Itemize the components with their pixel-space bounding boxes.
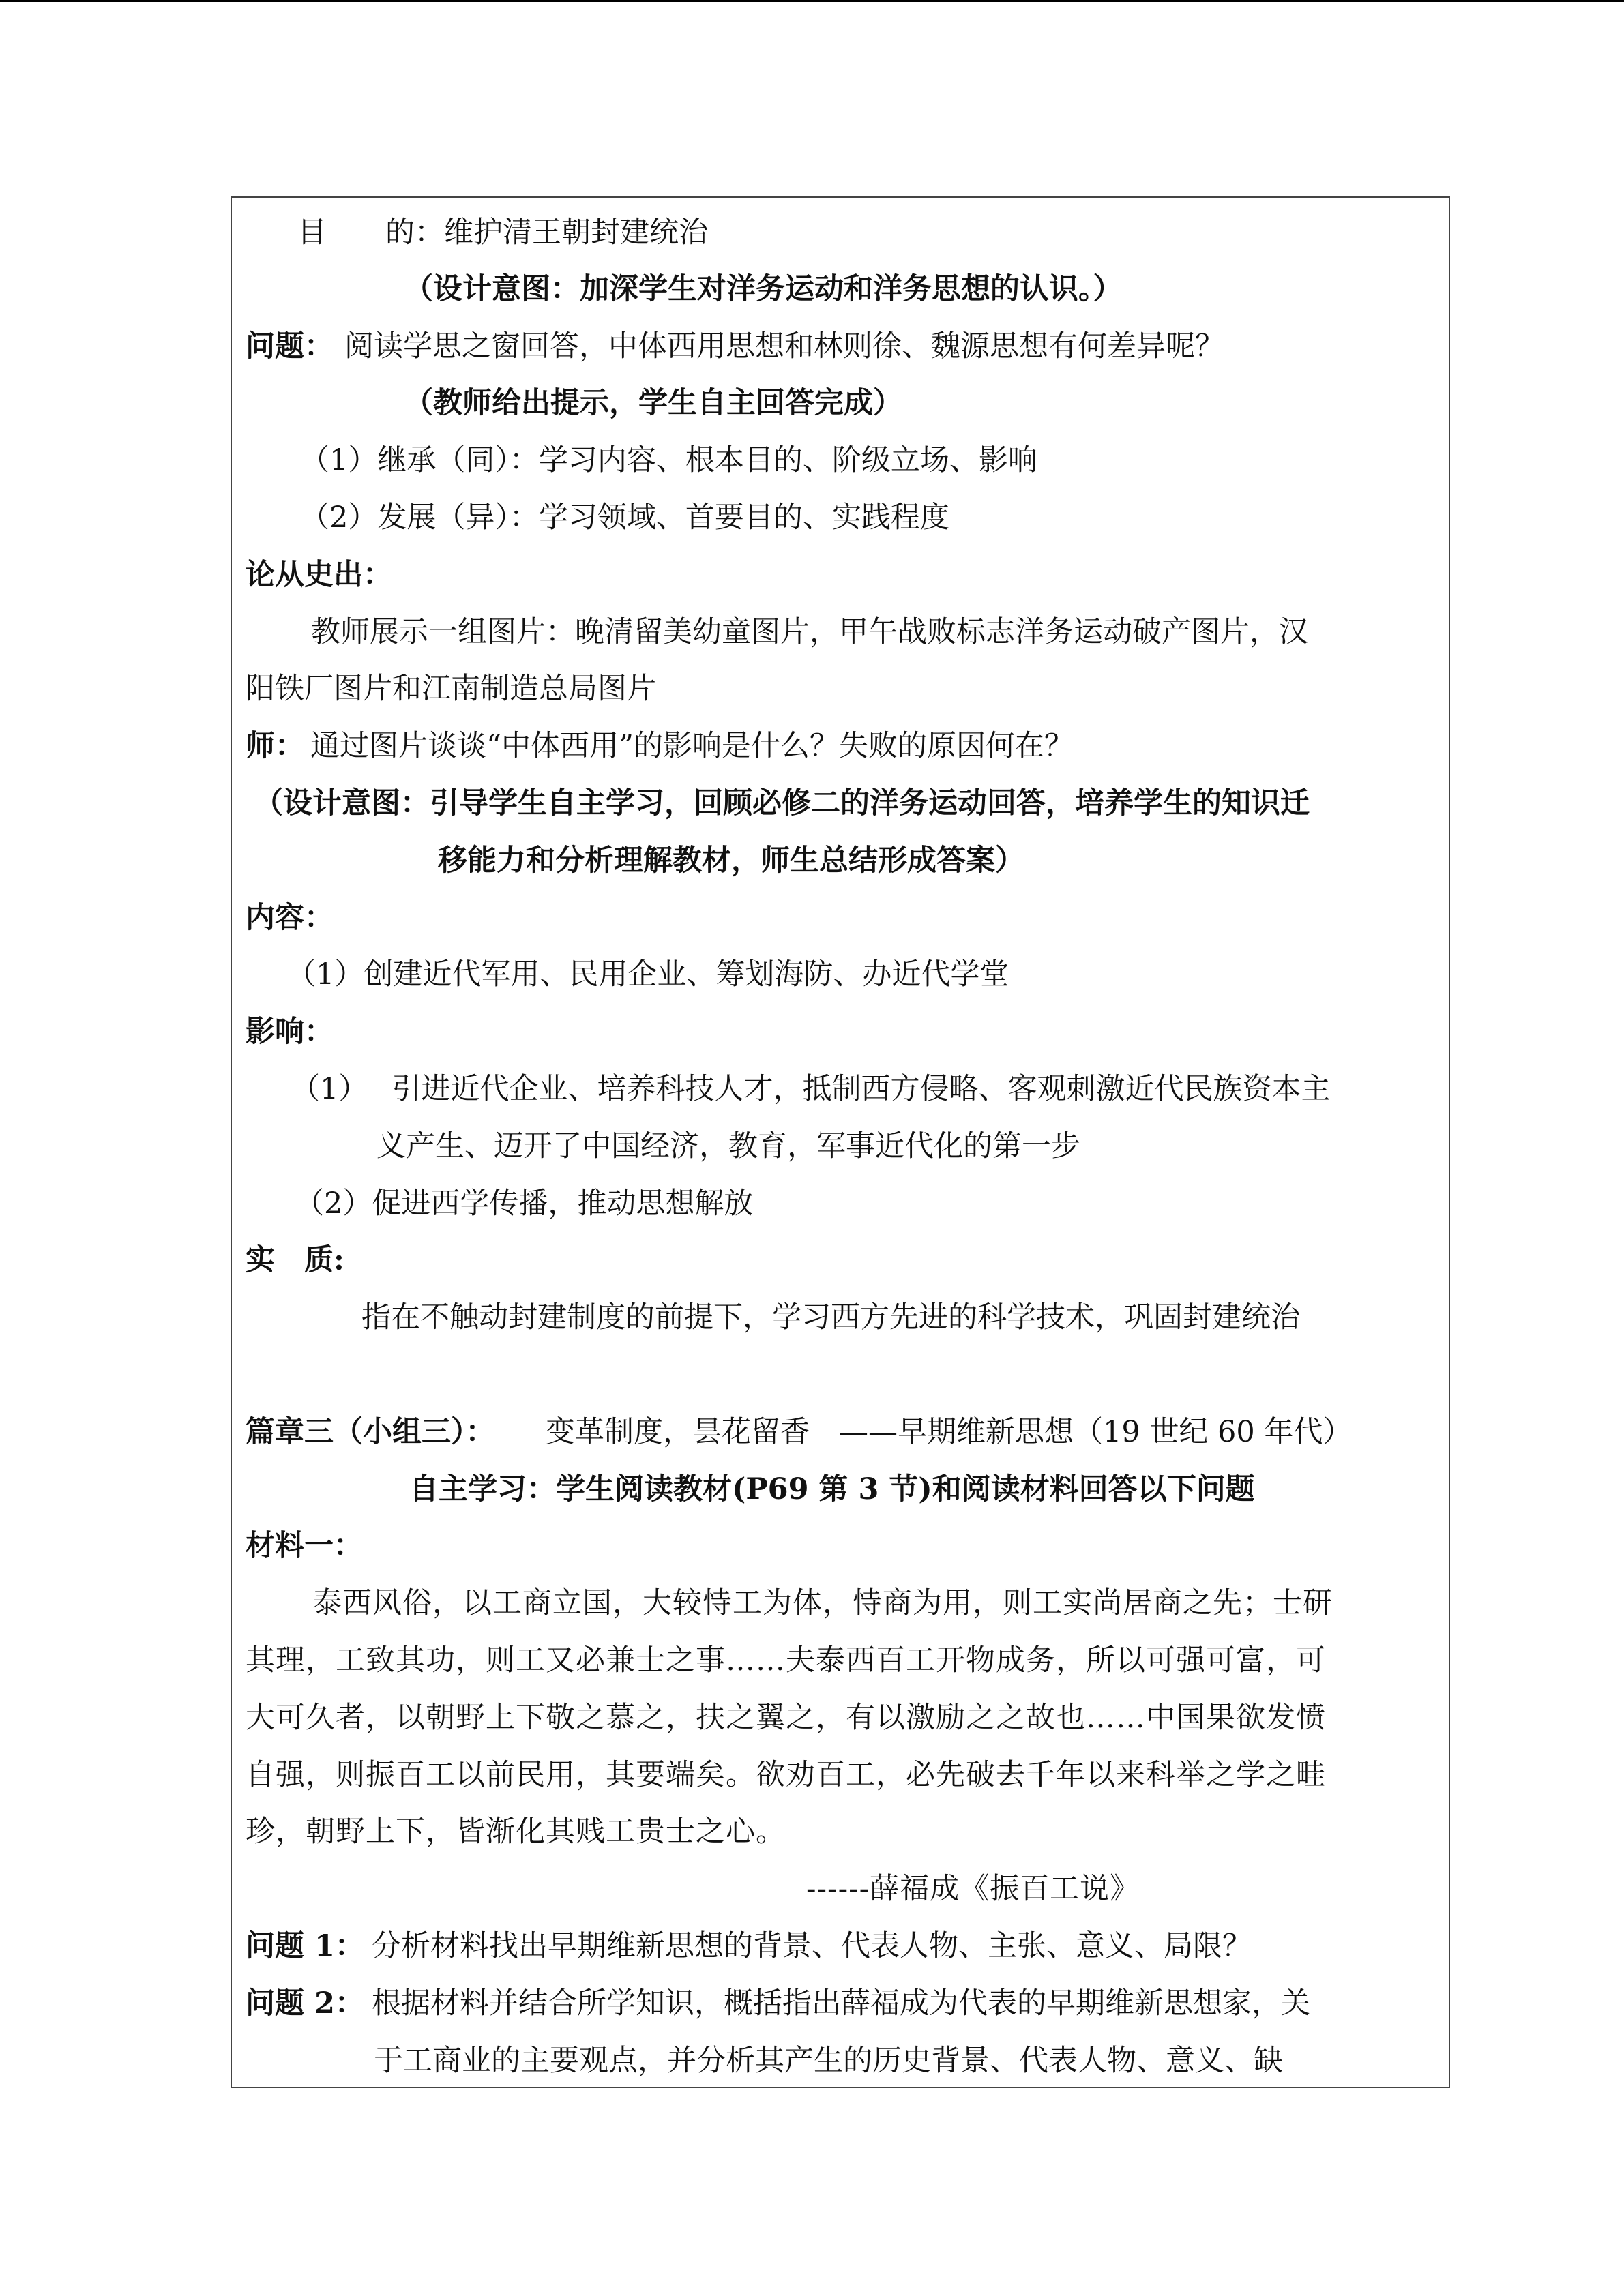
history-evidence-heading: 论从史出： bbox=[246, 558, 392, 592]
teacher-show-line-1: 教师展示一组图片：晚清留美幼童图片，甲午战败标志洋务运动破产图片，汉 bbox=[311, 615, 1308, 649]
influence-heading: 影响： bbox=[246, 1015, 334, 1049]
design-intent-2-line-2: 移能力和分析理解教材，师生总结形成答案） bbox=[438, 844, 1024, 878]
content-heading: 内容： bbox=[246, 901, 334, 935]
teacher-hint: （教师给出提示，学生自主回答完成） bbox=[404, 386, 902, 420]
teacher-label: 师： bbox=[246, 729, 304, 763]
material-one-line-4: 自强，则振百工以前民用，其要端矣。欲劝百工，必先破去千年以来科举之学之畦 bbox=[246, 1758, 1326, 1792]
content-item-1: （1）创建近代军用、民用企业、筹划海防、办近代学堂 bbox=[286, 957, 1009, 992]
material-one-line-2: 其理，工致其功，则工又必兼士之事……夫泰西百工开物成务，所以可强可富，可 bbox=[246, 1643, 1326, 1678]
page-top-edge bbox=[0, 0, 1624, 2]
material-one-line-1: 泰西风俗，以工商立国，大较恃工为体，恃商为用，则工实尚居商之先；士研 bbox=[312, 1586, 1333, 1620]
question-2-label: 问题 2： bbox=[246, 1986, 364, 2021]
inherit-point: （1）继承（同）：学习内容、根本目的、阶级立场、影响 bbox=[300, 443, 1037, 477]
chapter-three-label: 篇章三（小组三）： bbox=[246, 1415, 495, 1449]
material-one-line-3: 大可久者，以朝野上下敬之慕之，扶之翼之，有以激励之之故也……中国果欲发愤 bbox=[246, 1701, 1326, 1735]
essence-heading: 实 质: bbox=[246, 1243, 344, 1277]
question-1-text: 分析材料找出早期维新思想的背景、代表人物、主张、意义、局限？ bbox=[372, 1929, 1252, 1963]
purpose-line: 目 的：维护清王朝封建统治 bbox=[297, 215, 708, 250]
self-study-instruction: 自主学习：学生阅读教材(P69 第 3 节)和阅读材料回答以下问题 bbox=[409, 1472, 1255, 1506]
teacher-question: 通过图片谈谈“中体西用”的影响是什么？失败的原因何在？ bbox=[310, 729, 1074, 763]
influence-item-2: （2）促进西学传播，推动思想解放 bbox=[295, 1187, 754, 1221]
influence-item-1-line-1: （1） 引进近代企业、培养科技人才，抵制西方侵略、客观刺激近代民族资本主 bbox=[291, 1072, 1331, 1106]
material-one-heading: 材料一： bbox=[246, 1529, 363, 1563]
design-intent-2-line-1: （设计意图：引导学生自主学习，回顾必修二的洋务运动回答，培养学生的知识迁 bbox=[254, 786, 1310, 820]
question-text-1: 阅读学思之窗回答，中体西用思想和林则徐、魏源思想有何差异呢？ bbox=[344, 329, 1224, 363]
question-label-1: 问题： bbox=[246, 329, 334, 363]
question-2-line-1: 根据材料并结合所学知识，概括指出薛福成为代表的早期维新思想家，关 bbox=[372, 1986, 1310, 2021]
material-one-line-5: 珍，朝野上下，皆渐化其贱工贵士之心。 bbox=[246, 1815, 786, 1849]
question-2-line-2: 于工商业的主要观点，并分析其产生的历史背景、代表人物、意义、缺 bbox=[374, 2044, 1283, 2078]
develop-point: （2）发展（异）：学习领域、首要目的、实践程度 bbox=[300, 501, 949, 535]
influence-item-1-line-2: 义产生、迈开了中国经济，教育，军事近代化的第一步 bbox=[377, 1129, 1080, 1163]
chapter-three-title: 变革制度，昙花留香 ——早期维新思想（19 世纪 60 年代） bbox=[546, 1415, 1353, 1449]
design-intent-1: （设计意图：加深学生对洋务运动和洋务思想的认识。） bbox=[404, 272, 1123, 306]
material-one-source: ------薛福成《振百工说》 bbox=[806, 1872, 1140, 1906]
teacher-show-line-2: 阳铁厂图片和江南制造总局图片 bbox=[246, 672, 656, 706]
question-1-label: 问题 1： bbox=[246, 1929, 364, 1963]
essence-text: 指在不触动封建制度的前提下，学习西方先进的科学技术，巩固封建统治 bbox=[361, 1300, 1300, 1335]
